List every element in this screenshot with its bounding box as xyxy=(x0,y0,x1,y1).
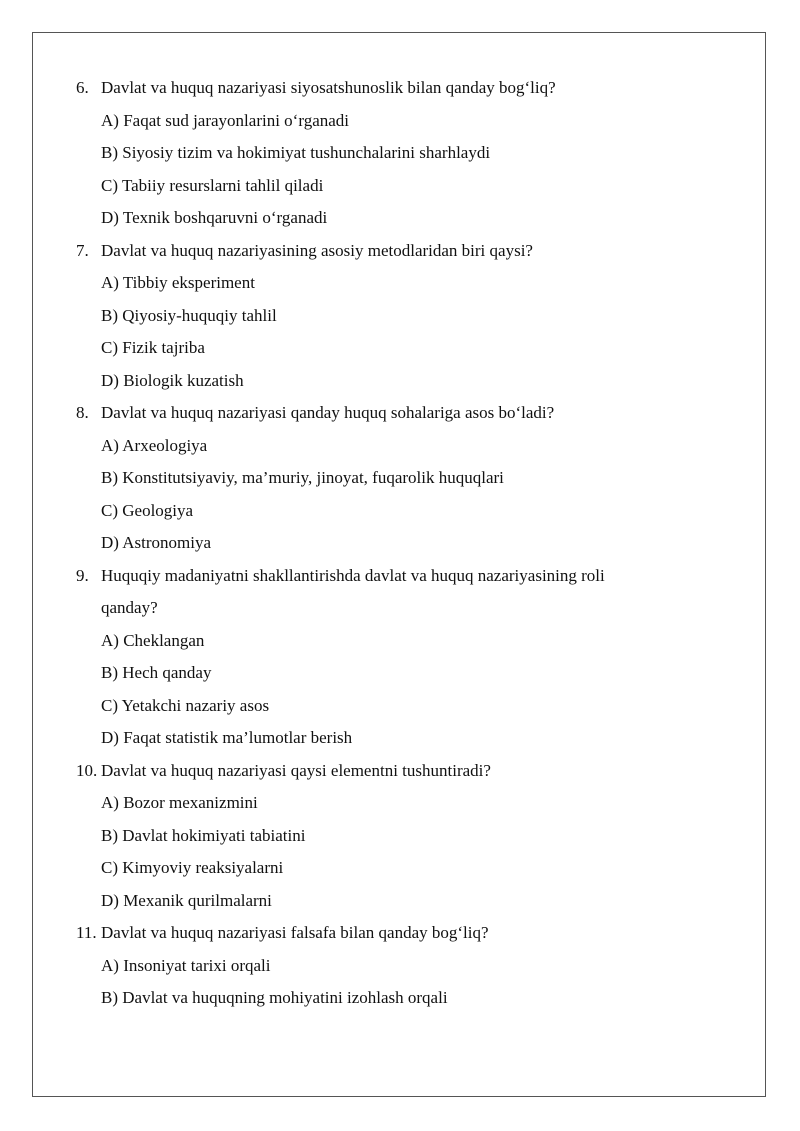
answer-option: B) Davlat hokimiyati tabiatini xyxy=(101,825,306,845)
answer-option: C) Yetakchi nazariy asos xyxy=(101,695,270,715)
question-list xyxy=(76,72,716,1015)
question-number: 9. xyxy=(76,565,89,585)
question-number: 11. xyxy=(76,923,97,942)
answer-option: B) Siyosiy tizim va hokimiyat tushunchalarini sharhlaydi xyxy=(101,143,491,162)
answer-option: A) Insoniyat tarixi orqali xyxy=(101,955,271,975)
answer-option: D) Mexanik qurilmalarni xyxy=(101,890,272,910)
answer-option: B) Qiyosiy-huquqiy tahlil xyxy=(101,305,277,325)
question-8 xyxy=(76,397,716,430)
answer-option: B) Hech qanday xyxy=(101,663,212,682)
question-text: Davlat va huquq nazariyasi qaysi elementni tushuntiradi? xyxy=(101,760,491,780)
answer-option: D) Texnik boshqaruvni o‘rganadi xyxy=(101,208,328,227)
answer-option: C) Fizik tajriba xyxy=(101,338,205,357)
answer-option: C) Geologiya xyxy=(101,500,194,520)
question-number: 10. xyxy=(76,760,98,780)
question-9 xyxy=(76,560,716,593)
question-6 xyxy=(76,72,716,105)
question-text: Davlat va huquq nazariyasining asosiy metodlaridan biri qaysi? xyxy=(101,240,533,260)
answer-option: D) Biologik kuzatish xyxy=(101,370,244,390)
answer-option: A) Tibbiy eksperiment xyxy=(101,273,255,292)
question-number: 8. xyxy=(76,403,89,422)
question-text: Davlat va huquq nazariyasi falsafa bilan qanday bog‘liq? xyxy=(101,923,489,942)
question-number: 7. xyxy=(76,240,89,260)
question-10 xyxy=(76,755,716,788)
answer-option: A) Arxeologiya xyxy=(101,435,208,455)
answer-option: A) Faqat sud jarayonlarini o‘rganadi xyxy=(101,110,350,130)
question-11 xyxy=(76,917,716,950)
answer-option: A) Bozor mexanizmini xyxy=(101,793,258,812)
answer-option: C) Kimyoviy reaksiyalarni xyxy=(101,858,284,877)
answer-option: B) Davlat va huquqning mohiyatini izohlash orqali xyxy=(101,988,448,1007)
question-text: Davlat va huquq nazariyasi siyosatshunoslik bilan qanday bog‘liq? xyxy=(101,78,556,97)
answer-option: A) Cheklangan xyxy=(101,630,205,650)
answer-option: D) Faqat statistik ma’lumotlar berish xyxy=(101,728,353,747)
question-text-continuation: qanday? xyxy=(101,598,158,617)
answer-option: D) Astronomiya xyxy=(101,533,212,552)
answer-option: C) Tabiiy resurslarni tahlil qiladi xyxy=(101,175,324,195)
question-number: 6. xyxy=(76,78,89,97)
question-text: Huquqiy madaniyatni shakllantirishda davlat va huquq nazariyasining roli xyxy=(101,565,605,585)
question-7 xyxy=(76,235,716,268)
answer-option: B) Konstitutsiyaviy, ma’muriy, jinoyat, fuqarolik huquqlari xyxy=(101,468,504,487)
question-text: Davlat va huquq nazariyasi qanday huquq sohalariga asos bo‘ladi? xyxy=(101,403,555,422)
